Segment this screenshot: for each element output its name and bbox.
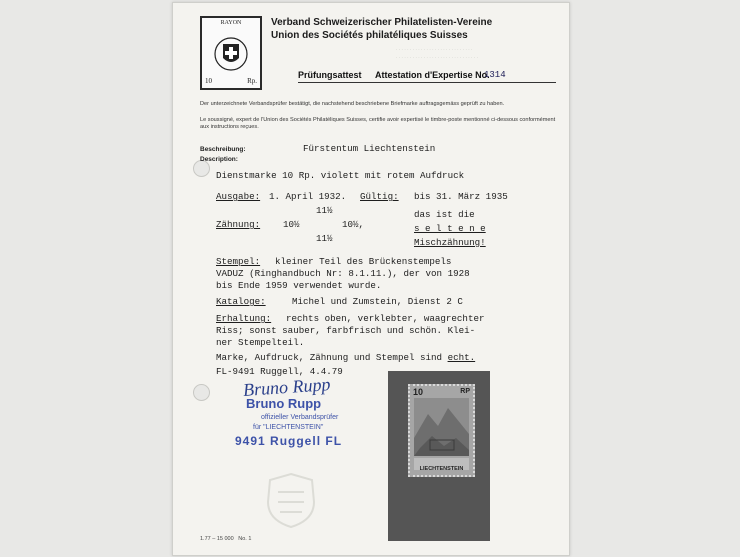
certificate-title-fr: Attestation d'Expertise No. bbox=[375, 70, 490, 80]
expert-stamp-title: offizieller Verbandsprüfer bbox=[261, 414, 339, 421]
emblem-currency: Rp. bbox=[247, 77, 257, 85]
association-name-de: Verband Schweizerischer Philatelisten-Vereine bbox=[271, 17, 493, 28]
label-description: Description: bbox=[200, 156, 238, 163]
perforation-top: 11½ bbox=[316, 205, 333, 216]
stempel-label: Stempel: bbox=[216, 256, 261, 267]
footer-code: 1.77 – 15 000 bbox=[200, 536, 234, 542]
erhaltung-label: Erhaltung: bbox=[216, 313, 272, 324]
emblem-value: 10 bbox=[205, 77, 212, 85]
expert-stamp-name: Bruno Rupp bbox=[246, 396, 322, 411]
zahnung-label: Zähnung: bbox=[216, 219, 261, 230]
perforation-left: 10½ bbox=[283, 219, 300, 230]
zahnung-note-1: das ist die bbox=[414, 209, 475, 220]
certificate-title-de: Prüfungsattest bbox=[298, 70, 362, 80]
footer-print-code bbox=[200, 536, 251, 542]
zahnung-note-3: Mischzähnung! bbox=[414, 237, 486, 248]
expert-stamp-country: für "LIECHTENSTEIN" bbox=[253, 424, 324, 431]
stempel-line-3: bis Ende 1959 verwendet wurde. bbox=[216, 280, 382, 291]
stempel-line-1: kleiner Teil des Brückenstempels bbox=[275, 256, 452, 267]
faint-background-print: . . . . . . . . . . . . . . . . . . . . . . . . . . . . bbox=[396, 46, 473, 52]
country-line: Fürstentum Liechtenstein bbox=[303, 143, 436, 154]
ausgabe-value: 1. April 1932. bbox=[269, 191, 347, 202]
kataloge-label: Kataloge: bbox=[216, 296, 266, 307]
certificate-number: 1314 bbox=[484, 70, 506, 80]
footer-no: No. 1 bbox=[238, 536, 252, 542]
gueltig-value: bis 31. März 1935 bbox=[414, 191, 508, 202]
erhaltung-line-1: rechts oben, verklebter, waagrechter bbox=[286, 313, 485, 324]
label-beschreibung: Beschreibung: bbox=[200, 146, 246, 153]
summary-echt: echt. bbox=[447, 352, 476, 363]
ausgabe-label: Ausgabe: bbox=[216, 191, 261, 202]
stamp-value: 10 bbox=[413, 387, 424, 397]
stamp-description-line: Dienstmarke 10 Rp. violett mit rotem Aufdruck bbox=[216, 170, 465, 181]
stamp-image bbox=[408, 384, 475, 477]
erhaltung-line-2: Riss; sonst sauber, farbfrisch und schön. Klei- bbox=[216, 325, 476, 336]
summary-line bbox=[216, 352, 475, 363]
stempel-line-2: VADUZ (Ringhandbuch Nr: 8.1.11.), der von 1928 bbox=[216, 268, 470, 279]
emblem-rayon-text: RAYON bbox=[220, 20, 242, 26]
summary-text: Marke, Aufdruck, Zähnung und Stempel sind bbox=[216, 352, 448, 363]
zahnung-note-2: s e l t e n e bbox=[414, 223, 486, 234]
perforation-right: 10½, bbox=[342, 219, 365, 230]
kataloge-value: Michel und Zumstein, Dienst 2 C bbox=[292, 296, 463, 307]
erhaltung-line-3: ner Stempelteil. bbox=[216, 337, 305, 348]
place-date: FL-9491 Ruggell, 4.4.79 bbox=[216, 366, 343, 377]
rayon-stamp-emblem bbox=[200, 16, 262, 90]
intro-text-fr: Le soussigné, expert de l'Union des Sociétés Philatéliques Suisses, certifie avoir expertisé le timbre-poste mentionné ci-dessous conformément aux instructions reçues. bbox=[200, 117, 556, 130]
mountain-landscape-icon bbox=[410, 386, 473, 475]
handwritten-signature: Bruno Rupp bbox=[242, 373, 332, 401]
title-rule bbox=[298, 82, 556, 83]
association-name-fr: Union des Sociétés philatéliques Suisses bbox=[271, 30, 468, 41]
expert-stamp-address: 9491 Ruggell FL bbox=[235, 434, 343, 448]
embossed-seal bbox=[262, 470, 320, 530]
perforation-bottom: 11½ bbox=[316, 233, 333, 244]
stamp-country: LIECHTENSTEIN bbox=[419, 466, 464, 472]
punch-hole bbox=[193, 384, 210, 401]
faint-background-print: . . . . . . . . . . . . . . . . . . . . . . . . . . . . . . bbox=[396, 54, 478, 60]
stamp-currency: RP bbox=[460, 388, 470, 395]
gueltig-label: Gültig: bbox=[360, 191, 399, 202]
intro-text-de: Der unterzeichnete Verbandsprüfer bestätigt, die nachstehend beschriebene Briefmarke auftragsgemäss geprüft zu haben. bbox=[200, 101, 505, 107]
